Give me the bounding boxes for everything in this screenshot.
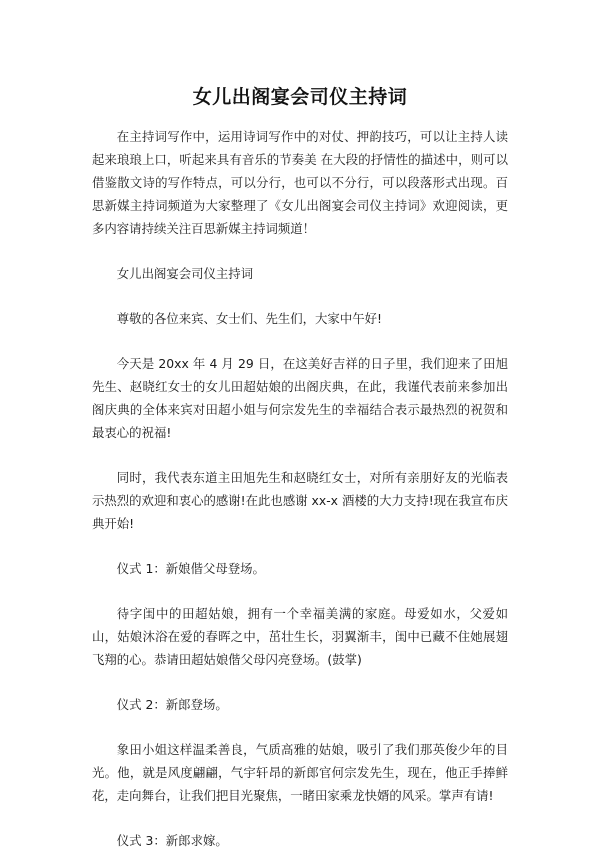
body-paragraph-3: 待字闺中的田超姑娘，拥有一个幸福美满的家庭。母爱如水，父爱如山，姑娘沐浴在爱的春晖之中，茁壮生长，羽翼渐丰，闺中已藏不住她展翅飞翔的心。恭请田超姑娘偕父母闪亮登场。(鼓掌) <box>92 606 508 667</box>
ceremony-step-3: 仪式 3：新郎求嫁。 <box>116 833 228 848</box>
paragraph-gap <box>92 671 508 693</box>
body-paragraph-2: 同时，我代表东道主田旭先生和赵晓红女士，对所有亲朋好友的光临表示热烈的欢迎和衷心的感谢!在此也感谢 xx-x 酒楼的大力支持!现在我宣布庆典开始! <box>92 470 508 531</box>
intro-paragraph: 在主持词写作中，运用诗词写作中的对仗、押韵技巧，可以让主持人读起来琅琅上口，听起来具有音乐的节奏美 在大段的抒情性的描述中，则可以借鉴散文诗的写作特点，可以分行，也可以不分行，可以段落形式出现。百思新媒主持词频道为大家整理了《女儿出阁宴会司仪主持词》欢迎阅读，更多内容请持续关注百思新媒主持词频道！ <box>92 129 508 236</box>
paragraph-gap <box>92 535 508 557</box>
section-subtitle: 女儿出阁宴会司仪主持词 <box>116 266 254 281</box>
greeting-line: 尊敬的各位来宾、女士们、先生们，大家中午好! <box>116 311 382 326</box>
paragraph-gap <box>92 580 508 602</box>
paragraph-gap <box>92 240 508 262</box>
paragraph-gap <box>92 716 508 738</box>
document-title: 女儿出阁宴会司仪主持词 <box>192 86 408 108</box>
body-paragraph-4: 象田小姐这样温柔善良，气质高雅的姑娘，吸引了我们那英俊少年的目光。他，就是风度翩翩，气宇轩昂的新郎官何宗发先生，现在，他正手捧鲜花，走向舞台，让我们把目光聚焦，一睹田家乘龙快婿的风采。掌声有请! <box>92 742 508 803</box>
body-paragraph-1: 今天是 20xx 年 4 月 29 日，在这美好吉祥的日子里，我们迎来了田旭先生、赵晓红女士的女儿田超姑娘的出阁庆典，在此，我谨代表前来参加出阁庆典的全体来宾对田超小姐与何宗发先生的幸福结合表示最热烈的祝贺和最衷心的祝福! <box>92 356 508 440</box>
paragraph-gap <box>92 285 508 307</box>
ceremony-step-2: 仪式 2：新郎登场。 <box>116 697 228 712</box>
paragraph-gap <box>92 330 508 352</box>
paragraph-gap <box>92 444 508 466</box>
paragraph-gap <box>92 807 508 829</box>
ceremony-step-1: 仪式 1：新娘偕父母登场。 <box>116 561 265 576</box>
